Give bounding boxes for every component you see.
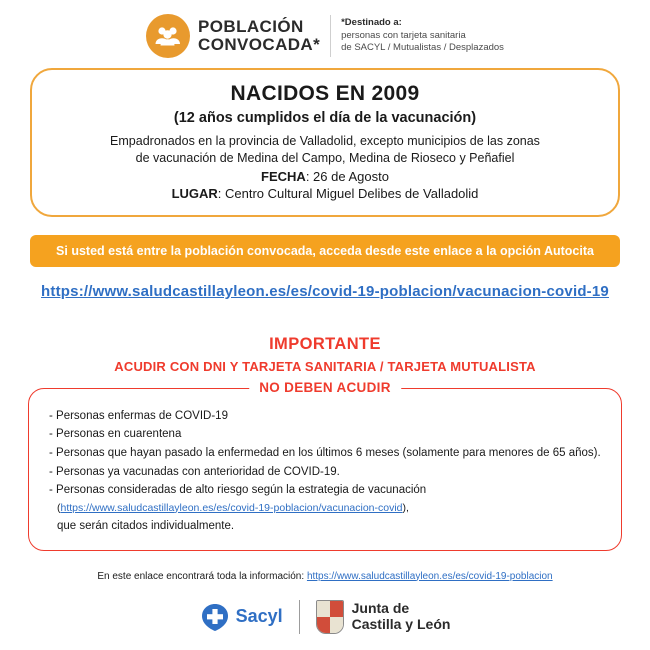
list-item-text: - Personas enfermas de COVID-19 (49, 409, 228, 422)
paren-close: ), (402, 501, 409, 514)
lugar-row (50, 186, 600, 201)
header-note-destinado: *Destinado a: (341, 16, 402, 28)
list-item (49, 463, 605, 482)
convocatoria-box (30, 68, 620, 217)
list-item-text: - Personas en cuarentena (49, 428, 182, 441)
fecha-row (50, 169, 600, 184)
list-item-text: - Personas ya vacunadas con anterioridad de COVID-19. (49, 465, 340, 478)
lugar-label: LUGAR (171, 185, 218, 201)
importante-heading: IMPORTANTE (269, 334, 381, 353)
poster-title-block (198, 18, 320, 54)
list-item-text: - Personas consideradas de alto riesgo según la estrategia de vacunación (49, 484, 427, 497)
scope-line-1: Empadronados en la provincia de Valladolid, excepto municipios de las zonas (110, 134, 540, 148)
main-link-row (0, 283, 650, 301)
scope-line-2: de vacunación de Medina del Campo, Medina de Rioseco y Peñafiel (135, 150, 515, 165)
footer-info-text: En este enlace encontrará toda la información: (97, 570, 307, 582)
sacyl-logo (200, 602, 283, 632)
lugar-value: : Centro Cultural Miguel Delibes de Valladolid (217, 185, 479, 201)
logo-divider (299, 600, 300, 634)
footer-info-link[interactable]: https://www.saludcastillayleon.es/es/covid-19-poblacion (306, 570, 553, 582)
list-item-sub2: que serán citados individualmente. (57, 519, 235, 532)
header-note-line1: personas con tarjeta sanitaria (341, 29, 466, 41)
list-item (49, 407, 605, 426)
header-divider (330, 15, 331, 57)
poster-header (0, 0, 650, 64)
fecha-label: FECHA (261, 168, 306, 184)
list-item (49, 425, 605, 444)
sacyl-cross-icon (200, 602, 230, 632)
poster-title-line1: POBLACIÓN (198, 17, 304, 37)
sacyl-wordmark: Sacyl (235, 606, 283, 626)
paren-open: ( (57, 501, 61, 514)
acudir-requirements: ACUDIR CON DNI Y TARJETA SANITARIA / TARJETA MUTUALISTA (114, 358, 536, 374)
footer-logos (0, 600, 650, 634)
junta-logo (316, 600, 451, 634)
list-item (49, 481, 605, 535)
birth-year-title: NACIDOS EN 2009 (230, 82, 420, 105)
castilla-y-leon-shield-icon (316, 600, 344, 634)
list-item-text: - Personas que hayan pasado la enfermedad en los últimos 6 meses (solamente para menores de 65 años). (49, 447, 601, 459)
fecha-value: : 26 de Agosto (305, 168, 389, 184)
junta-line2: Castilla y León (351, 615, 451, 632)
poster-title-line2: CONVOCADA* (198, 35, 321, 54)
autocita-banner: Si usted está entre la población convocada, acceda desde este enlace a la opción Autocita (30, 235, 620, 267)
no-deben-acudir-box (28, 379, 622, 551)
junta-wordmark (352, 601, 451, 631)
age-subtitle: (12 años cumplidos el día de la vacunación) (173, 110, 477, 126)
people-group-icon (146, 14, 190, 58)
no-deben-acudir-title: NO DEBEN ACUDIR (249, 380, 401, 395)
alto-riesgo-link[interactable]: https://www.saludcastillayleon.es/es/covid-19-poblacion/vacunacion-covid (60, 501, 403, 514)
list-item-sub (49, 500, 605, 517)
header-note-line2: de SACYL / Mutualistas / Desplazados (341, 42, 504, 54)
footer-info-row (0, 571, 650, 582)
junta-line1: Junta de (351, 600, 410, 617)
list-item (49, 444, 605, 463)
vacunacion-covid-link[interactable]: https://www.saludcastillayleon.es/es/covid-19-poblacion/vacunacion-covid-19 (41, 282, 609, 300)
header-note (341, 17, 504, 55)
no-deben-acudir-list (49, 407, 605, 536)
